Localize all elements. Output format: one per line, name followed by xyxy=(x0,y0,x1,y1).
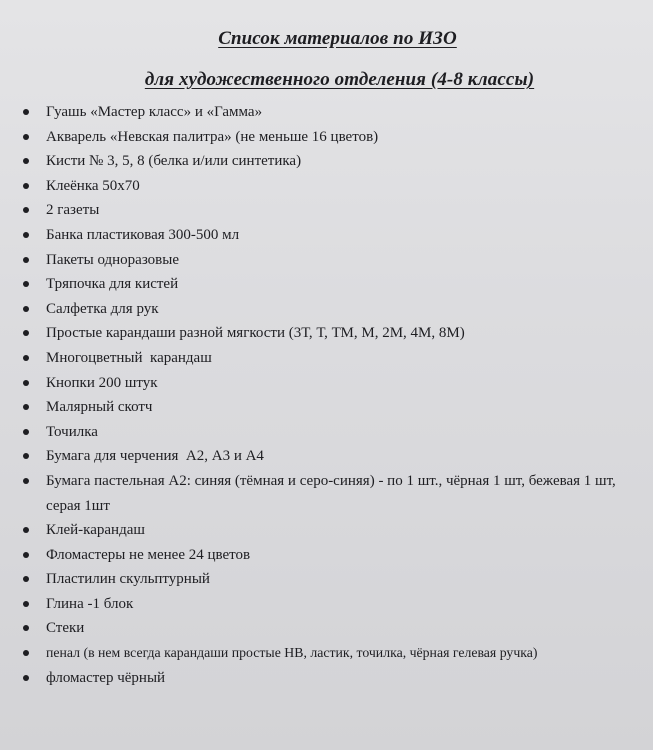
list-item-text: Пластилин скульптурный xyxy=(46,571,210,588)
bullet-icon xyxy=(23,650,29,656)
list-item xyxy=(0,395,653,420)
bullet-icon xyxy=(23,207,29,213)
bullet-icon xyxy=(23,527,29,533)
document-title: Список материалов по ИЗО xyxy=(218,28,457,49)
list-item xyxy=(0,592,653,617)
list-item-text: пенал (в нем всегда карандаши простые НВ, ластик, точилка, чёрная гелевая ручка) xyxy=(46,645,538,661)
list-item-text: Кнопки 200 штук xyxy=(46,374,158,391)
bullet-icon xyxy=(23,257,29,263)
list-item-text: Малярный скотч xyxy=(46,399,153,416)
list-item xyxy=(0,371,653,396)
list-item-text: Простые карандаши разной мягкости (3Т, Т, ТМ, М, 2М, 4М, 8М) xyxy=(46,325,465,342)
list-item xyxy=(0,616,653,641)
list-item xyxy=(0,666,653,691)
list-item-text: Салфетка для рук xyxy=(46,300,159,317)
bullet-icon xyxy=(23,183,29,189)
materials-list xyxy=(0,100,653,690)
list-item xyxy=(0,567,653,592)
document-subtitle: для художественного отделения (4-8 классы) xyxy=(144,69,535,90)
list-item xyxy=(0,223,653,248)
bullet-icon xyxy=(23,601,29,607)
bullet-icon xyxy=(23,306,29,312)
bullet-icon xyxy=(23,232,29,238)
list-item-text: Гуашь «Мастер класс» и «Гамма» xyxy=(46,104,263,120)
list-item xyxy=(0,518,653,543)
list-item-text: фломастер чёрный xyxy=(46,669,166,686)
bullet-icon xyxy=(23,355,29,361)
list-item-text: 2 газеты xyxy=(46,202,100,219)
list-item xyxy=(0,272,653,297)
list-item xyxy=(0,174,653,199)
list-item-text: Многоцветный карандаш xyxy=(46,349,212,366)
bullet-icon xyxy=(23,330,29,336)
bullet-icon xyxy=(23,552,29,558)
list-item xyxy=(0,444,653,469)
list-item-text: Точилка xyxy=(46,423,98,440)
list-item xyxy=(0,297,653,322)
list-item xyxy=(0,346,653,371)
list-item-text: Кисти № 3, 5, 8 (белка и/или синтетика) xyxy=(46,153,302,170)
list-item xyxy=(0,248,653,273)
bullet-icon xyxy=(23,625,29,631)
bullet-icon xyxy=(23,675,29,681)
list-item xyxy=(0,641,653,666)
bullet-icon xyxy=(23,404,29,410)
list-item-text: Глина -1 блок xyxy=(46,595,134,612)
bullet-icon xyxy=(23,576,29,582)
list-item-text: Бумага для черчения А2, А3 и А4 xyxy=(46,448,264,465)
list-item xyxy=(0,100,653,125)
list-item-text: Акварель «Невская палитра» (не меньше 16 цветов) xyxy=(46,128,379,145)
list-item-text: Тряпочка для кистей xyxy=(46,276,179,293)
list-item-text: Клей-карандаш xyxy=(46,522,145,539)
bullet-icon xyxy=(23,281,29,287)
bullet-icon xyxy=(23,109,29,115)
list-item-text: Банка пластиковая 300-500 мл xyxy=(46,226,240,243)
bullet-icon xyxy=(23,158,29,164)
list-item-text: Бумага пастельная А2: синяя (тёмная и серо-синяя) - по 1 шт., чёрная 1 шт, бежевая 1 шт, серая 1шт xyxy=(46,472,616,514)
bullet-icon xyxy=(23,134,29,140)
list-item xyxy=(0,149,653,174)
list-item xyxy=(0,198,653,223)
bullet-icon xyxy=(23,453,29,459)
list-item xyxy=(0,420,653,445)
list-item-text: Фломастеры не менее 24 цветов xyxy=(46,546,251,563)
bullet-icon xyxy=(23,429,29,435)
list-item xyxy=(0,125,653,150)
bullet-icon xyxy=(23,478,29,484)
list-item xyxy=(0,543,653,568)
list-item-text: Клеёнка 50х70 xyxy=(46,177,140,194)
bullet-icon xyxy=(23,380,29,386)
list-item xyxy=(0,321,653,346)
list-item xyxy=(0,469,653,518)
list-item-text: Пакеты одноразовые xyxy=(46,251,179,268)
list-item-text: Стеки xyxy=(46,620,85,637)
